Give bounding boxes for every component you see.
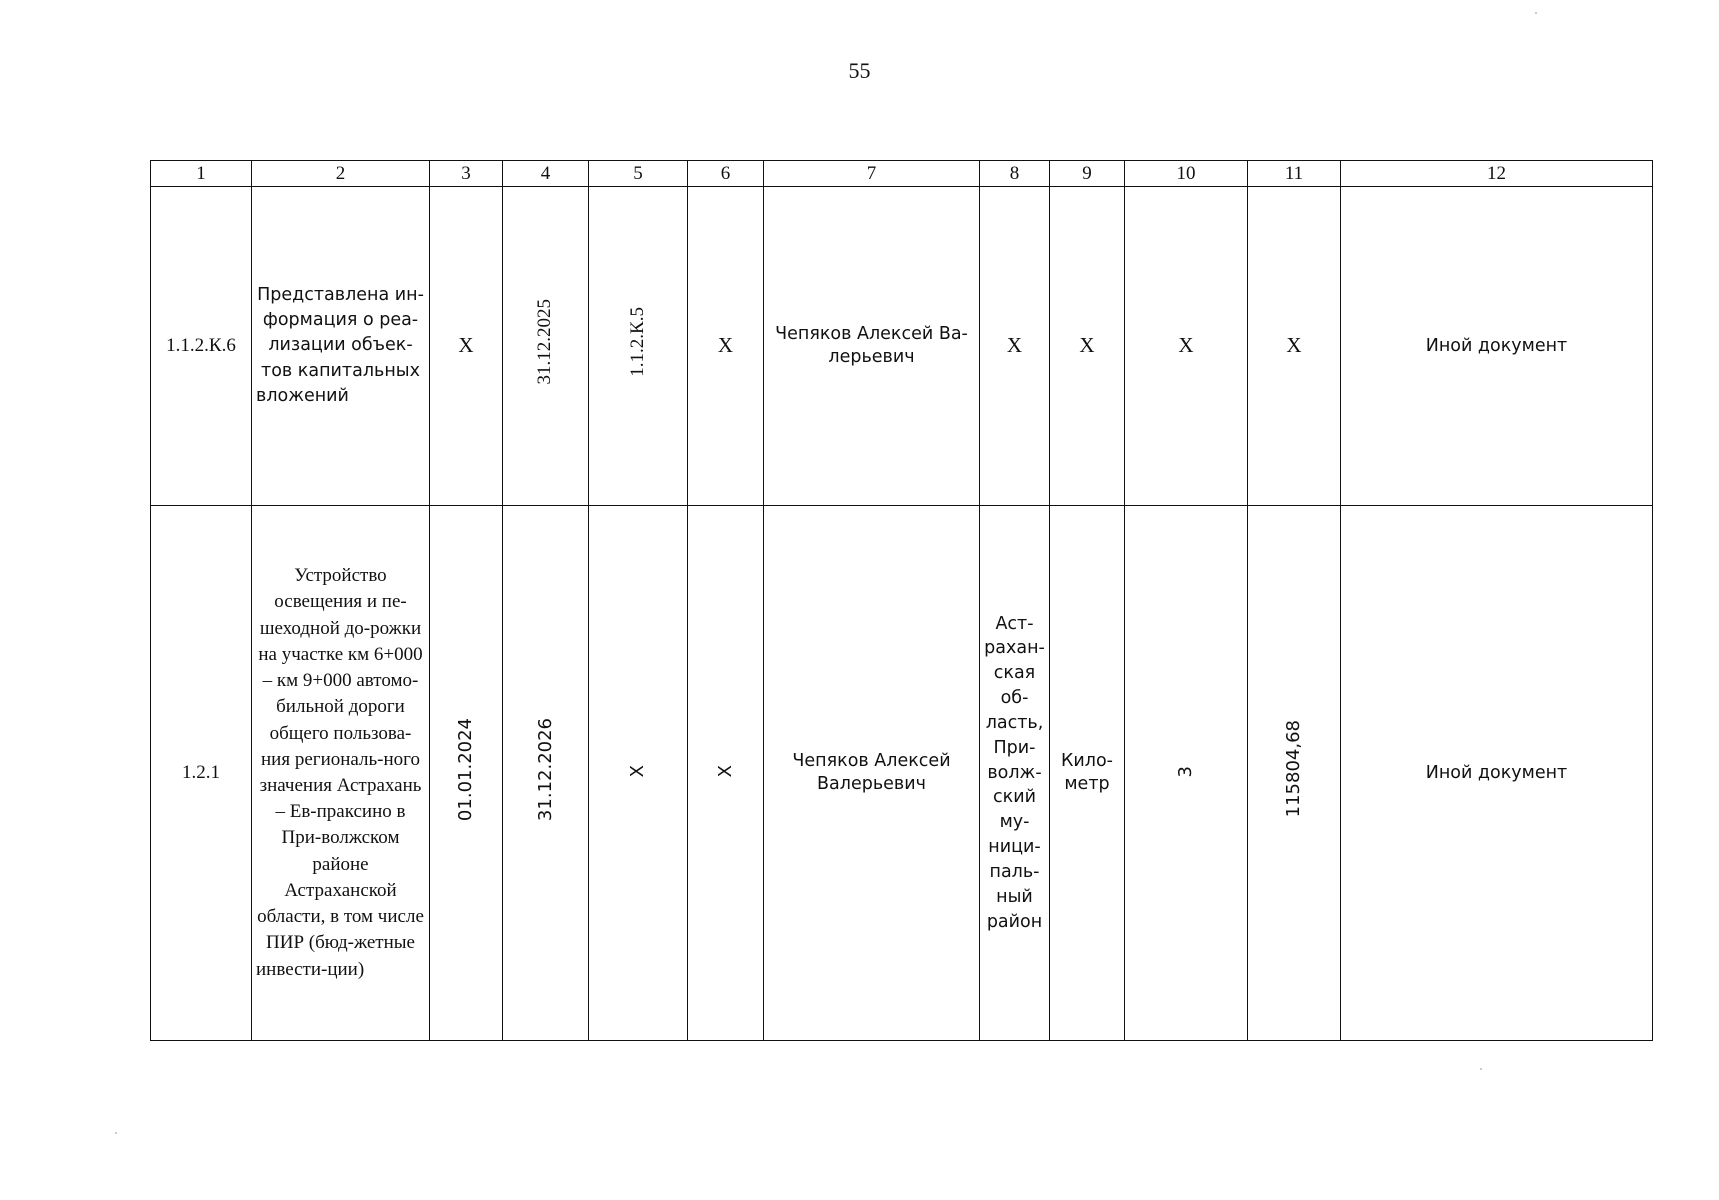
row-ref: 1.1.2.К.5 — [626, 307, 648, 377]
header-cell-2: 2 — [252, 161, 430, 187]
row-code: 1.2.1 — [151, 506, 252, 1041]
row-col6-cell — [688, 506, 764, 1041]
row-end-date: 31.12.2025 — [534, 299, 556, 385]
scan-speck — [1535, 12, 1537, 14]
row-amount: 115804,68 — [1283, 720, 1305, 818]
row-end-date-cell — [503, 187, 589, 506]
row-value: 3 — [1175, 766, 1197, 778]
row-amount: X — [1248, 187, 1341, 506]
document-table — [150, 160, 1653, 1041]
row-end-date-cell — [503, 506, 589, 1041]
row-end-date: 31.12.2026 — [534, 717, 556, 821]
page-number: 55 — [848, 58, 871, 83]
row-start-date: X — [430, 187, 503, 506]
header-cell-11: 11 — [1248, 161, 1341, 187]
header-cell-12: 12 — [1341, 161, 1653, 187]
header-cell-1: 1 — [151, 161, 252, 187]
header-cell-9: 9 — [1050, 161, 1125, 187]
header-cell-6: 6 — [688, 161, 764, 187]
row-location: X — [980, 187, 1050, 506]
row-doc-type: Иной документ — [1341, 187, 1653, 506]
row-name: Представлена ин-формация о реа-лизации объек-тов капитальных вложений — [252, 187, 430, 506]
header-cell-10: 10 — [1125, 161, 1248, 187]
row-responsible: Чепяков Алексей Валерьевич — [764, 506, 980, 1041]
row-unit: X — [1050, 187, 1125, 506]
header-cell-5: 5 — [589, 161, 688, 187]
row-value: X — [1125, 187, 1248, 506]
header-row — [151, 161, 1653, 187]
row-code: 1.1.2.К.6 — [151, 187, 252, 506]
row-doc-type: Иной документ — [1341, 506, 1653, 1041]
row-ref-cell — [589, 187, 688, 506]
header-cell-3: 3 — [430, 161, 503, 187]
row-unit: Кило-метр — [1050, 506, 1125, 1041]
row-ref: X — [627, 765, 649, 778]
scan-speck — [115, 1132, 117, 1134]
row-location: Аст-рахан-ская об-ласть, При-волж-ский му-ници-паль-ный район — [980, 506, 1050, 1041]
row-amount-cell — [1248, 506, 1341, 1041]
row-value-cell — [1125, 506, 1248, 1041]
table-row — [151, 187, 1653, 506]
row-start-date-cell — [430, 506, 503, 1041]
row-start-date: 01.01.2024 — [455, 717, 477, 821]
row-name: Устройство освещения и пе-шеходной до-рожки на участке км 6+000 – км 9+000 автомо-бильной дороги общего пользова-ния региональ-ного значения Астрахань – Ев-праксино в При-волжском районе Астраханской области, в том числе ПИР (бюд-жетные инвести-ции) — [252, 506, 430, 1041]
table-row — [151, 506, 1653, 1041]
row-responsible: Чепяков Алексей Ва-лерьевич — [764, 187, 980, 506]
row-ref-cell — [589, 506, 688, 1041]
header-cell-4: 4 — [503, 161, 589, 187]
row-col6: X — [688, 187, 764, 506]
header-cell-7: 7 — [764, 161, 980, 187]
scan-speck — [1480, 1068, 1482, 1070]
header-cell-8: 8 — [980, 161, 1050, 187]
row-col6: X — [714, 765, 736, 778]
